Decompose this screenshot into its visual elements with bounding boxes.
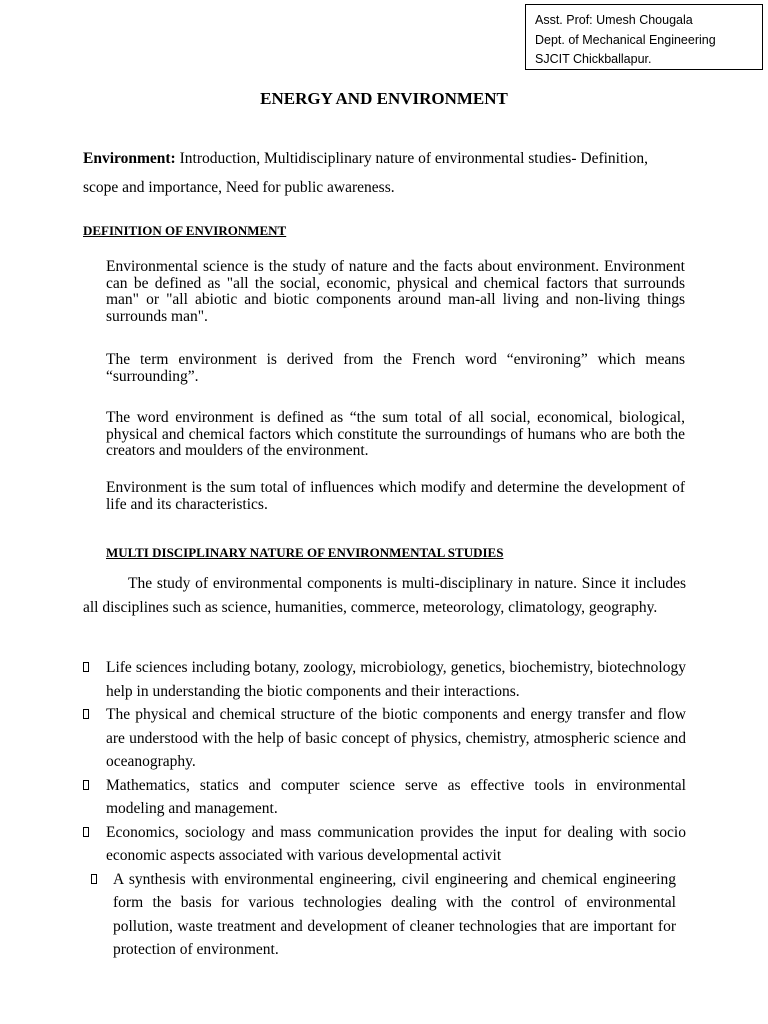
bullet-box-icon [83, 827, 89, 837]
author-info-box [525, 4, 763, 70]
bullet-box-icon [83, 780, 89, 790]
discipline-list [83, 656, 686, 962]
section-heading-definition: DEFINITION OF ENVIRONMENT [83, 223, 287, 238]
intro-paragraph [83, 144, 686, 202]
bullet-box-icon [83, 709, 89, 719]
bullet-box-icon [91, 874, 97, 884]
author-name: Asst. Prof: Umesh Chougala [535, 13, 693, 27]
section-heading-multidisciplinary: MULTI DISCIPLINARY NATURE OF ENVIRONMENTAL STUDIES [106, 545, 504, 560]
definition-paragraph-2: The term environment is derived from the French word “environing” which means “surrounding”. [106, 351, 685, 385]
document-title: ENERGY AND ENVIRONMENT [260, 89, 508, 108]
intro-text: Introduction, Multidisciplinary nature of environmental studies- Definition, scope and importance, Need for public awareness. [83, 150, 648, 196]
list-item [83, 868, 676, 962]
list-item [83, 656, 686, 703]
list-item-text: Mathematics, statics and computer science serve as effective tools in environmental modeling and management. [106, 776, 686, 817]
bullet-box-icon [83, 662, 89, 672]
definition-paragraph-3: The word environment is defined as “the sum total of all social, economical, biological, physical and chemical factors which constitute the surroundings of humans who are both the creators and moulders of the environment. [106, 409, 685, 459]
intro-label: Environment: [83, 150, 176, 167]
list-item-text: A synthesis with environmental engineering, civil engineering and chemical engineering form the basis for various technologies dealing with the control of environmental pollution, waste treatment and development of cleaner technologies that are important for protection of environment. [113, 870, 676, 958]
list-item [83, 821, 686, 868]
list-item-text: Life sciences including botany, zoology, microbiology, genetics, biochemistry, biotechnology help in understanding the biotic components and their interactions. [106, 659, 686, 700]
list-item-text: Economics, sociology and mass communication provides the input for dealing with socio economic aspects associated with various developmental activit [106, 823, 686, 864]
definition-paragraph-4: Environment is the sum total of influences which modify and determine the development of life and its characteristics. [106, 479, 685, 513]
author-institution: SJCIT Chickballapur. [535, 52, 652, 66]
author-department: Dept. of Mechanical Engineering [535, 32, 716, 47]
multidisciplinary-paragraph: The study of environmental components is multi-disciplinary in nature. Since it includes all disciplines such as science, humanities, commerce, meteorology, climatology, geography. [83, 575, 686, 616]
list-item [83, 774, 686, 821]
list-item-text: The physical and chemical structure of the biotic components and energy transfer and flow are understood with the help of basic concept of physics, chemistry, atmospheric science and oceanography. [106, 706, 686, 770]
definition-paragraph-1: Environmental science is the study of nature and the facts about environment. Environment can be defined as "all the social, economic, physical and chemical factors that surrounds man" or "all abiotic and biotic components around man-all living and non-living things surrounds man". [106, 258, 685, 325]
list-item [83, 703, 686, 774]
